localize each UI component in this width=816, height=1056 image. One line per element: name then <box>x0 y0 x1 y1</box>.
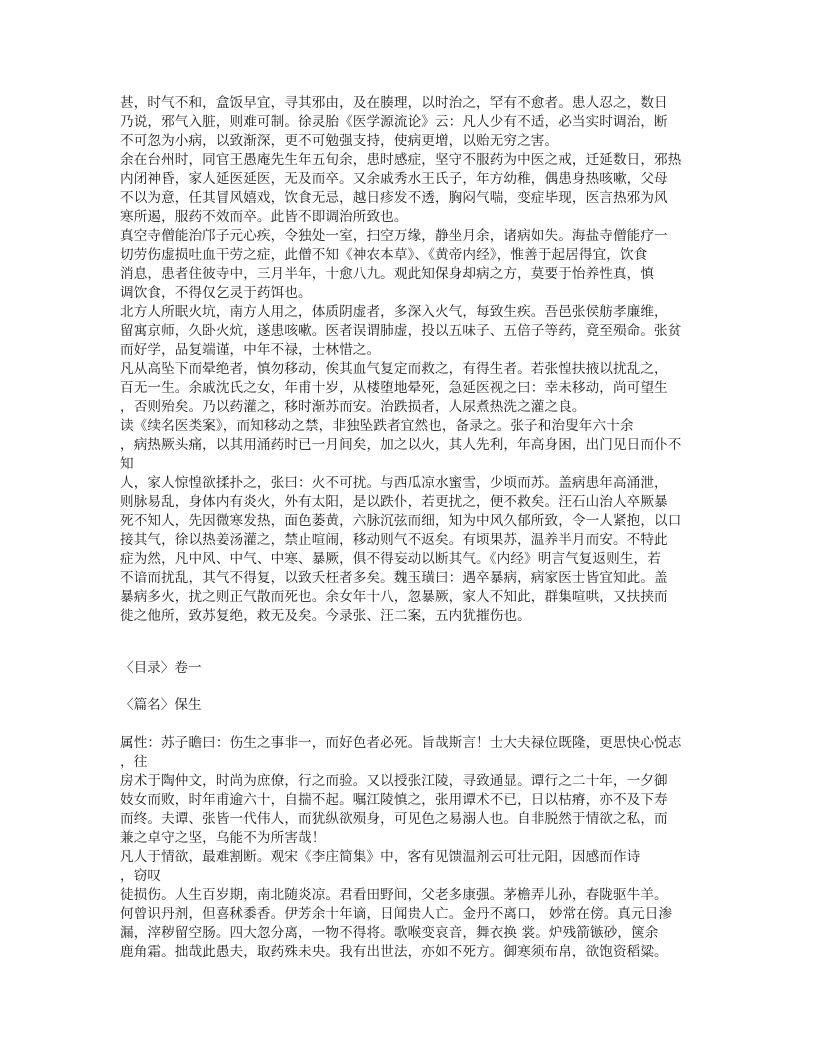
text-line: 不以为意，任其冒风嬉戏，饮食无忌，越日疹发不透，胸闷气喘，变症毕现，医言热邪为风 <box>120 190 668 206</box>
text-line: 读《续名医类案》，而知移动之禁，非独坠跌者宜然也，备录之。张子和治叟年六十余 <box>120 418 634 434</box>
text-line: 不谙而扰乱，其气不得复，以致夭枉者多矣。魏玉璜曰：遇卒暴病，病家医士皆宜知此。盖 <box>120 570 668 586</box>
text-line: ，窃叹 <box>120 868 162 884</box>
text-line: 房术于陶仲文，时尚为庶僚，行之而验。又以授张江陵，寻致通显。谭行之二十年，一夕御 <box>120 773 668 789</box>
text-line: 甚，时气不和，盒饭早宜，寻其邪由，及在腠理，以时治之，罕有不愈者。患人忍之，数日 <box>120 95 668 111</box>
text-line: 留寓京师，久卧火炕，遂患咳嗽。医者误谓肺虚，投以五味子、五倍子等药，竟至殒命。张贫 <box>120 323 682 339</box>
text-line: 属性：苏子瞻曰：伤生之事非一，而好色者必死。旨哉斯言！士大夫禄位既隆，更思快心悦志 <box>120 735 682 751</box>
text-line: 症为然，凡中风、中气、中寒、暴厥，俱不得妄动以断其气。《内经》明言气复返则生，若 <box>120 551 661 567</box>
text-line: ，否则殆矣。乃以药灌之，移时渐苏而安。治跌损者，人尿煮热洗之灌之良。 <box>120 399 586 415</box>
text-line: 内闭神昏，家人延医延医，无及而卒。又余戚秀水王氏子，年方幼稚，偶患身热咳嗽，父母 <box>120 171 668 187</box>
top-text-block <box>120 94 700 626</box>
text-line: 鹿角霜。拙哉此愚夫，取药殊未央。我有出世法，亦如不死方。御寒须布帛，欲饱资稻粱。 <box>120 944 668 960</box>
text-line: 切劳伤虚损吐血干劳之症，此僧不知《神农本草》、《黄帝内经》，惟善于起居得宜，饮食 <box>120 247 648 263</box>
text-line: 北方人所眠火坑，南方人用之，体质阴虚者，多深入火气，每致生疾。吾邑张侯舫孝廉维， <box>120 304 668 320</box>
text-line: 凡从高坠下而晕绝者，慎勿移动，俟其血气复定而救之，有得生者。若张惶扶掖以扰乱之， <box>120 361 668 377</box>
text-line: 妓女而败，时年甫逾六十，自揣不起。嘱江陵慎之，张用谭术不已，日以枯瘠，亦不及下寿 <box>120 792 668 808</box>
text-line: 真空寺僧能治邝子元心疾，令独处一室，扫空万缘，静坐月余，诸病如失。海盐寺僧能疗一 <box>120 228 668 244</box>
text-line: 兼之卓守之坚，乌能不为所害哉！ <box>120 830 326 846</box>
text-line: 何曾识丹剂，但喜秫黍香。伊芳余十年谪，日闻贵人亡。金丹不离口， 妙常在傍。真元日渗 <box>120 906 673 922</box>
text-line: 知 <box>120 456 134 472</box>
text-line: 暴病多火，扰之则正气散而死也。余女年十八，忽暴厥，家人不知此，群集喧哄，又扶挟而 <box>120 589 668 605</box>
text-line: 百无一生。余戚沈氏之女，年甫十岁，从楼堕地晕死，急延医视之曰：幸未移动，尚可望生 <box>120 380 668 396</box>
catalog-heading: 〈目录〉卷一 <box>120 660 202 676</box>
text-line: 徒损伤。人生百岁期，南北随炎凉。君看田野间，父老多康强。茅檐弄儿孙，春陇驱牛羊。 <box>120 887 668 903</box>
text-line: 调饮食，不得仅乞灵于药饵也。 <box>120 285 312 301</box>
text-line: 死不知人，先因微寒发热，面色萎黄，六脉沉弦而细，知为中风久郁所致，令一人紧抱，以口 <box>120 513 682 529</box>
text-line: ，往 <box>120 754 148 770</box>
text-line: 徙之他所，致苏复绝，救无及矣。今录张、汪二案，五内犹摧伤也。 <box>120 608 531 624</box>
bottom-text-block <box>120 734 700 962</box>
text-line: 而终。夫谭、张皆一代伟人，而犹纵欲殒身，可见色之易溺人也。自非脱然于情欲之私，而 <box>120 811 668 827</box>
text-line: 漏，滓秽留空肠。四大忽分离，一物不得将。歌喉变哀音，舞衣换 裳。炉残箭镞砂，箧余 <box>120 925 659 941</box>
text-line: 不可忽为小病，以致渐深，更不可勉强支持，使病更增，以贻无穷之害。 <box>120 133 559 149</box>
text-line: 乃说，邪气入脏，则难可制。徐灵胎《医学源流论》云：凡人少有不适，必当实时调治，断 <box>120 114 668 130</box>
text-line: 余在台州时，同官王愚庵先生年五旬余，患时感症，坚守不服药为中医之戒，迁延数日，邪热 <box>120 152 682 168</box>
text-line: 寒所遏，服药不效而卒。此皆不即调治所致也。 <box>120 209 408 225</box>
text-line: 则脉易乱，身体内有炎火，外有太阳，是以跌仆，若更扰之，便不救矣。汪石山治人卒厥暴 <box>120 494 668 510</box>
chapter-heading: 〈篇名〉保生 <box>120 697 202 713</box>
text-line: 人，家人惊惶欲揉扑之，张曰：火不可扰。与西瓜凉水蜜雪，少顷而苏。盖病患年高涌泄， <box>120 475 668 491</box>
text-line: 接其气，徐以热姜汤灌之，禁止喧闹，移动则气不返矣。有顷果苏，温养半月而安。不特此 <box>120 532 668 548</box>
text-line: 凡人于情欲，最难割断。观宋《李庄简集》中，客有见馈温剂云可壮元阳，因感而作诗 <box>120 849 641 865</box>
text-line: 而好学，品复端谨，中年不禄，士林惜之。 <box>120 342 381 358</box>
text-line: ，病热厥头痛，以其用涌药时已一月间矣，加之以火，其人先利，年高身困，出门见日而仆不 <box>120 437 682 453</box>
text-line: 消息，患者住彼寺中，三月半年，十愈八九。观此知保身却病之方，莫要于怡养性真，慎 <box>120 266 655 282</box>
